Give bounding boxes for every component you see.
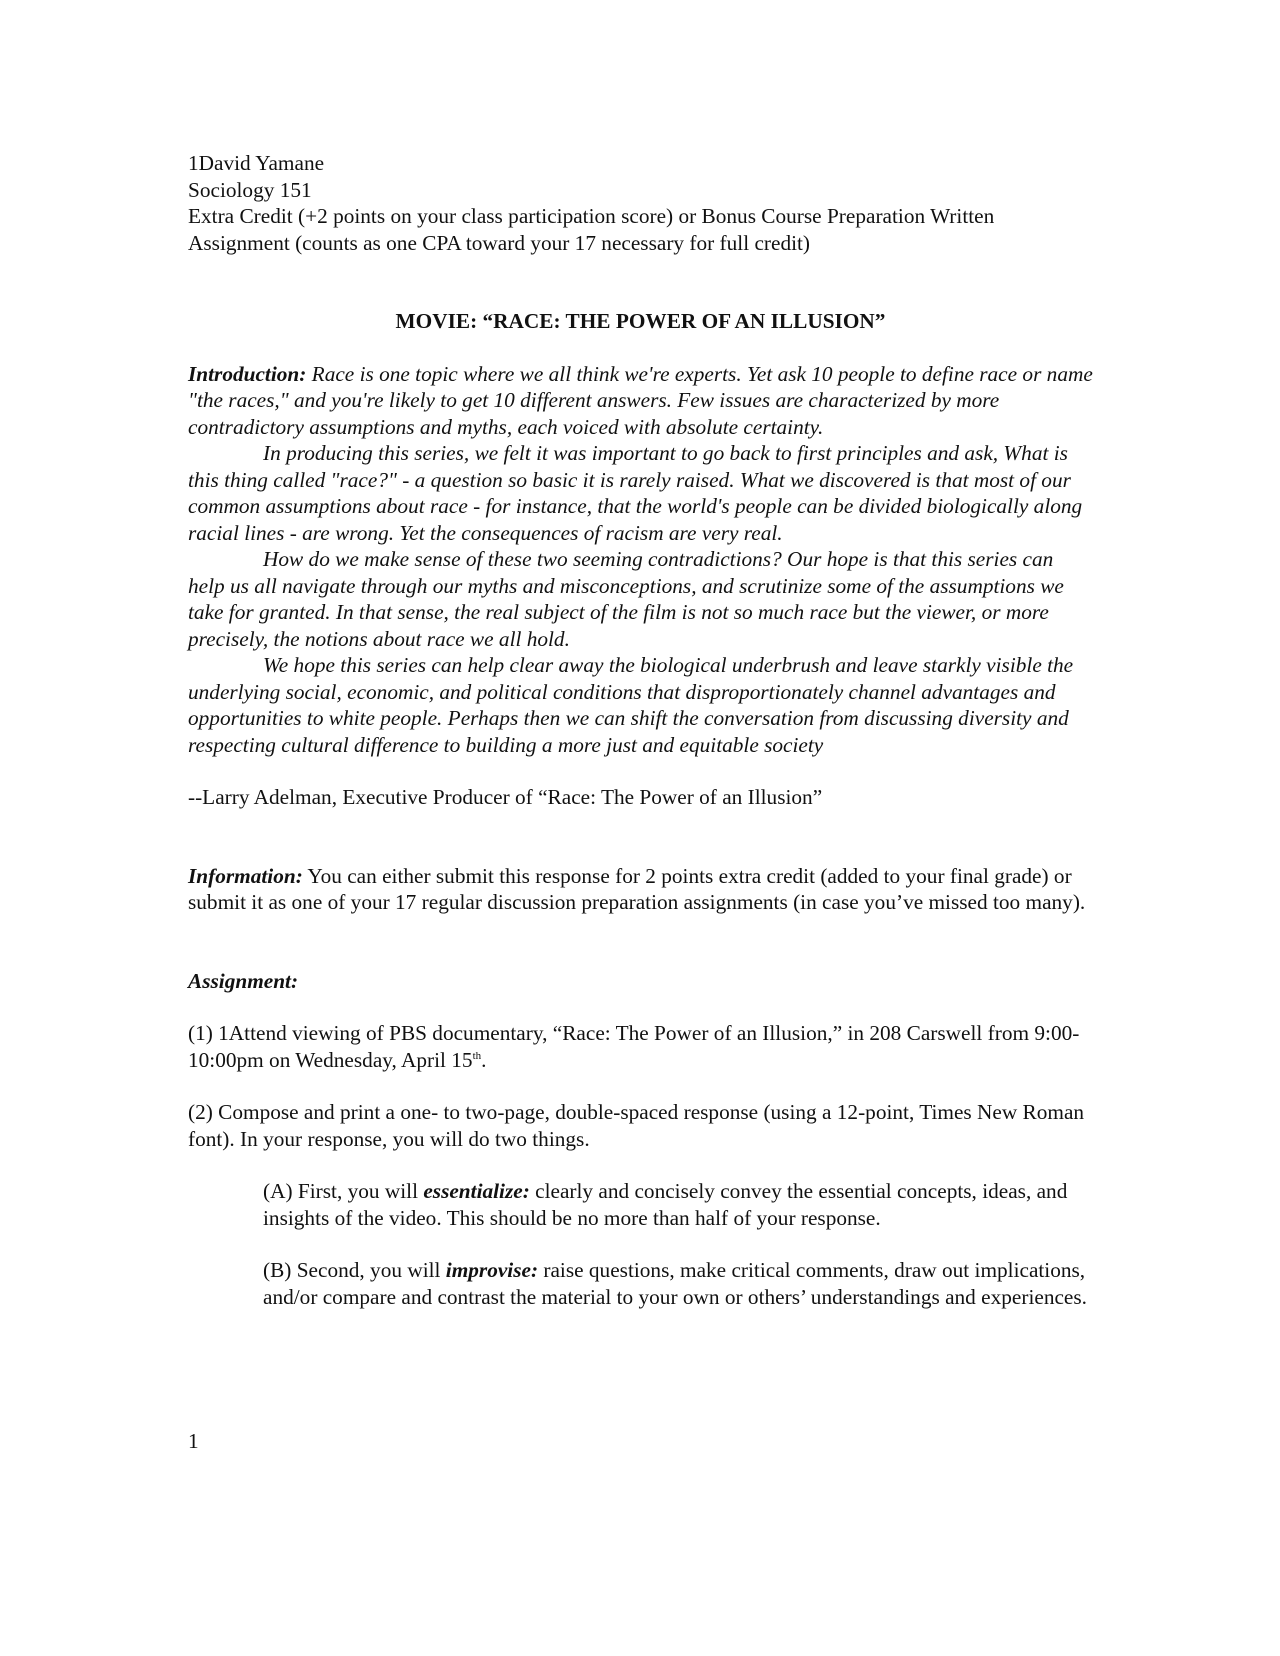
introduction-label: Introduction: [188,361,307,386]
intro-paragraph-1 [188,361,1093,441]
sub-a-keyword: essentialize: [423,1179,530,1203]
intro-paragraph-2: In producing this series, we felt it was important to go back to first principles and ask, What is this thing called "race?" - a question so basic it is rarely raised. What we discovered is that most of our common assumptions about race - for instance, that the world's people can be divided biologically along racial lines - are wrong. Yet the consequences of racism are very real. [188,441,1083,545]
intro-text-1: Race is one topic where we all think we're experts. Yet ask 10 people to define race or name "the races," and you're likely to get 10 different answers. Few issues are characterized by more contradictory assumptions and myths, each voiced with absolute certainty. [188,361,1093,439]
assignment-sub-b [263,1257,1093,1310]
sub-b-text: raise questions, make critical comments, draw out implications, and/or compare and contrast the material to your own or others’ understandings and experiences. [263,1258,1087,1309]
sub-a-text: clearly and concisely convey the essential concepts, ideas, and insights of the video. This should be no more than half of your response. [263,1179,1068,1230]
sub-a-prefix: (A) First, you will [263,1179,424,1203]
assignment-heading: Assignment: [188,968,299,993]
document-title: MOVIE: “RACE: THE POWER OF AN ILLUSION” [395,309,886,333]
item-1-superscript: th [472,1049,482,1062]
course-line: Sociology 151 [188,177,312,202]
intro-paragraph-3: How do we make sense of these two seeming contradictions? Our hope is that this series can help us all navigate through our myths and misconceptions, and scrutinize some of the assumptions we take for granted. In that sense, the real subject of the film is not so much race but the viewer, or more precisely, the notions about race we all hold. [188,547,1064,651]
footnote-number: 1 [188,1429,199,1453]
introduction-section [188,361,1093,759]
information-text: You can either submit this response for 2 points extra credit (added to your final grade) or submit it as one of your 17 regular discussion preparation assignments (in case you’ve missed too many). [188,863,1086,914]
author-line: 1David Yamane [188,151,325,175]
assignment-item-1 [188,1020,1093,1073]
sub-b-prefix: (B) Second, you will [263,1258,446,1282]
item-1-end: . [481,1047,487,1072]
information-paragraph [188,863,1093,916]
assignment-sub-a [263,1178,1093,1231]
item-1-text: (1) 1Attend viewing of PBS documentary, “Race: The Power of an Illusion,” in 208 Carswell from 9:00-10:00pm on Wednesday, April 15 [188,1021,1080,1072]
sub-b-keyword: improvise: [445,1258,539,1282]
information-label: Information: [188,863,303,888]
assignment-item-2: (2) Compose and print a one- to two-page, double-spaced response (using a 12-point, Times New Roman font). In your response, you will do two things. [188,1100,1085,1151]
intro-paragraph-4: We hope this series can help clear away the biological underbrush and leave starkly visible the underlying social, economic, and political conditions that disproportionately channel advantages and opportunities to white people. Perhaps then we can shift the conversation from discussing diversity and respecting cultural difference to building a more just and equitable society [188,653,1074,757]
credit-description: Extra Credit (+2 points on your class participation score) or Bonus Course Preparation Written Assignment (counts as one CPA toward your 17 necessary for full credit) [188,204,995,255]
header-block [188,150,1093,256]
attribution-line: --Larry Adelman, Executive Producer of “Race: The Power of an Illusion” [188,785,823,809]
document-page [188,150,1093,1310]
